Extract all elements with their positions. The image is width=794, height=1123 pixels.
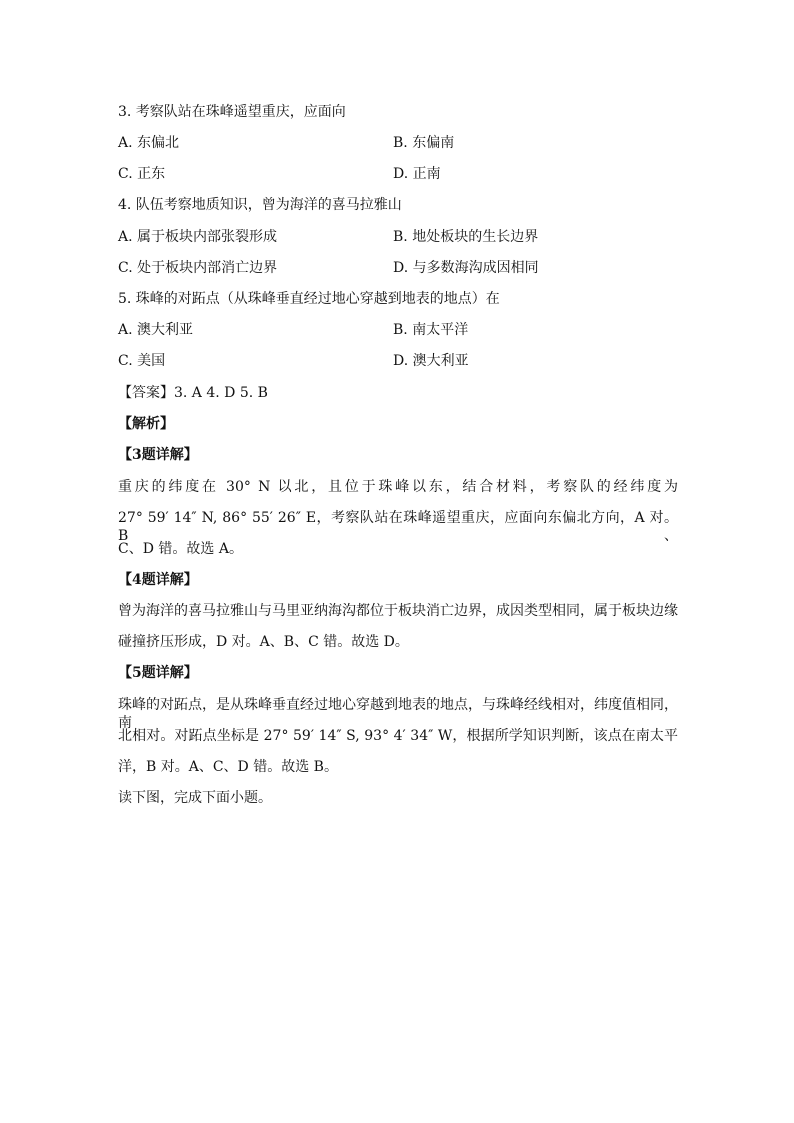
question-4-stem: 4. 队伍考察地质知识，曾为海洋的喜马拉雅山	[118, 197, 402, 213]
detail-5-line-1: 珠峰的对跖点，是从珠峰垂直经过地心穿越到地表的地点，与珠峰经线相对，纬度值相同，南	[118, 697, 678, 731]
question-4-options-row-1	[118, 228, 678, 246]
question-5-option-c: C. 美国	[118, 353, 166, 369]
question-3-options-row-2	[118, 165, 678, 183]
detail-5-line-3: 洋，B 对。A、C、D 错。故选 B。	[118, 759, 338, 775]
question-5-options-row-1	[118, 321, 678, 339]
detail-4-line-2: 碰撞挤压形成，D 对。A、B、C 错。故选 D。	[118, 634, 409, 650]
detail-4-line-1: 曾为海洋的喜马拉雅山与马里亚纳海沟都位于板块消亡边界，成因类型相同，属于板块边缘	[118, 603, 678, 619]
detail-3-line-1: 重庆的纬度在 30° N 以北，且位于珠峰以东，结合材料，考察队的经纬度为	[118, 479, 678, 495]
question-3-stem: 3. 考察队站在珠峰遥望重庆，应面向	[118, 104, 346, 120]
question-5-options-row-2	[118, 352, 678, 370]
question-4-options-row-2	[118, 259, 678, 277]
closing-prompt: 读下图，完成下面小题。	[118, 790, 272, 806]
question-4-option-a: A. 属于板块内部张裂形成	[118, 229, 278, 245]
detail-3-heading: 【3题详解】	[118, 447, 198, 463]
question-3-option-a: A. 东偏北	[118, 135, 180, 151]
question-5-option-a: A. 澳大利亚	[118, 322, 194, 338]
detail-4-heading: 【4题详解】	[118, 572, 198, 588]
answer-line: 【答案】3. A 4. D 5. B	[118, 385, 268, 401]
detail-5-heading: 【5题详解】	[118, 665, 198, 681]
question-3-option-d: D. 正南	[393, 166, 441, 182]
question-5-option-b: B. 南太平洋	[393, 322, 469, 338]
question-4-option-c: C. 处于板块内部消亡边界	[118, 260, 278, 276]
analysis-heading: 【解析】	[118, 416, 174, 432]
detail-3-line-3: C、D 错。故选 A。	[118, 541, 243, 557]
question-5-stem: 5. 珠峰的对跖点（从珠峰垂直经过地心穿越到地表的地点）在	[118, 291, 500, 307]
question-3-options-row-1	[118, 134, 678, 152]
question-5-option-d: D. 澳大利亚	[393, 353, 469, 369]
detail-5-line-2: 北相对。对跖点坐标是 27° 59′ 14″ S, 93° 4′ 34″ W，根据所学知识判断，该点在南太平	[118, 728, 678, 744]
question-3-option-b: B. 东偏南	[393, 135, 455, 151]
question-3-option-c: C. 正东	[118, 166, 166, 182]
detail-3-line-2: 27° 59′ 14″ N, 86° 55′ 26″ E，考察队站在珠峰遥望重庆，应面向东偏北方向，A 对。B、	[118, 510, 678, 544]
question-4-option-d: D. 与多数海沟成因相同	[393, 260, 539, 276]
question-4-option-b: B. 地处板块的生长边界	[393, 229, 539, 245]
